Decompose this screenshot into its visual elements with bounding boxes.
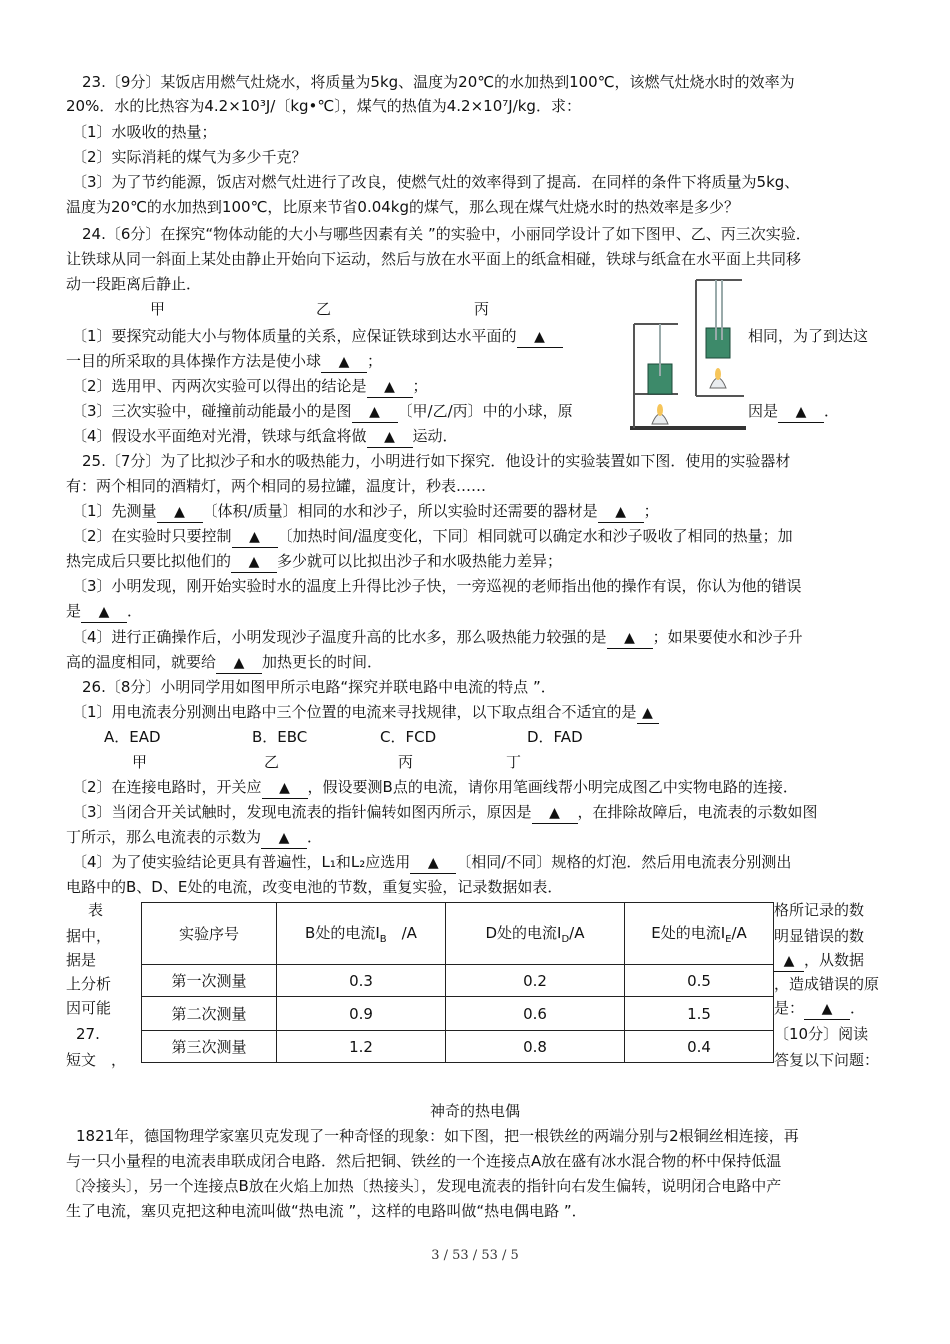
- table-cell: 0.8: [446, 1031, 625, 1063]
- q24-sub-2: 〔2〕选用甲、丙两次实验可以得出的结论是 ▲ ；: [72, 376, 428, 398]
- q25-sub-2: 〔2〕在实验时只要控制 ▲ 〔加热时间/温度变化，下同〕相同就可以确定水和沙子吸收了相同的热量；加: [72, 526, 793, 548]
- q26-sub-4: 〔4〕为了使实验结论更具有普遍性，L₁和L₂应选用 ▲ 〔相同/不同〕规格的灯泡．然后用电流表分别测出: [72, 852, 791, 874]
- current-data-table: [141, 902, 774, 1063]
- left-col-text: 短文 ，: [66, 1051, 127, 1069]
- q24-sub-1-tail: 相同，为了到达这: [748, 327, 869, 345]
- answer-blank[interactable]: ▲: [216, 653, 262, 674]
- q23-sub-2: 〔2〕实际消耗的煤气为多少千克？: [72, 148, 307, 166]
- q25-sub-2-cont: 热完成后只要比拟他们的 ▲ 多少就可以比拟出沙子和水吸热能力差异；: [66, 551, 562, 573]
- option-c: C．FCD: [380, 728, 437, 746]
- q25-sub-4: 〔4〕进行正确操作后，小明发现沙子温度升高的比水多，那么吸热能力较强的是 ▲ ；如果要使水和沙子升: [72, 627, 803, 649]
- table-cell: 0.3: [277, 965, 446, 997]
- table-header: B处的电流$I_B$ /A: [277, 903, 446, 965]
- answer-blank[interactable]: ▲: [410, 853, 456, 874]
- q25-line-2: 有：两个相同的酒精灯，两个相同的易拉罐，温度计，秒表……: [66, 477, 487, 495]
- table-cell: 1.2: [277, 1031, 446, 1063]
- right-col-text: 〔10分〕阅读: [774, 1025, 869, 1043]
- q24-sub-4: 〔4〕假设水平面绝对光滑，铁球与纸盒将做 ▲ 运动．: [72, 426, 458, 448]
- answer-blank[interactable]: ▲: [774, 951, 804, 972]
- heating-apparatus-figure: [628, 276, 748, 436]
- option-d: D．FAD: [527, 728, 583, 746]
- table-cell: 0.6: [446, 997, 625, 1031]
- answer-blank[interactable]: ▲: [804, 999, 850, 1020]
- answer-blank[interactable]: ▲: [157, 502, 203, 523]
- fig-label-yi: 乙: [264, 753, 280, 771]
- answer-blank[interactable]: ▲: [778, 402, 824, 423]
- table-cell: 第一次测量: [142, 965, 277, 997]
- q26-sub-3: 〔3〕当闭合开关试触时，发现电流表的指针偏转如图丙所示，原因是 ▲ ，在排除故障后，电流表的示数如图: [72, 802, 818, 824]
- table-row: [142, 1031, 774, 1063]
- table-header: D处的电流$I_D/A$: [446, 903, 625, 965]
- answer-blank[interactable]: ▲: [352, 402, 398, 423]
- answer-blank[interactable]: ▲: [321, 352, 367, 373]
- right-col-text: ，造成错误的原: [774, 975, 880, 993]
- right-col-text: 格所记录的数: [774, 901, 865, 919]
- table-header: 实验序号: [142, 903, 277, 965]
- answer-blank[interactable]: ▲: [367, 427, 413, 448]
- q27-para-line: 〔冷接头〕，另一个连接点B放在火焰上加热〔热接头〕，发现电流表的指针向右发生偏转，说明闭合电路中产: [66, 1177, 782, 1195]
- table-cell: 0.4: [625, 1031, 774, 1063]
- q25-sub-4-cont: 高的温度相同，就要给 ▲ 加热更长的时间．: [66, 652, 382, 674]
- right-col-text: 明显错误的数: [774, 927, 865, 945]
- answer-blank[interactable]: ▲: [232, 527, 278, 548]
- left-col-text: 27.: [76, 1025, 100, 1043]
- fig-label-bing: 丙: [398, 753, 414, 771]
- q25-sub-1: 〔1〕先测量 ▲ 〔体积/质量〕相同的水和沙子，所以实验时还需要的器材是 ▲ ；: [72, 501, 659, 523]
- answer-blank[interactable]: ▲: [262, 778, 308, 799]
- option-b: B．EBC: [252, 728, 308, 746]
- left-col-text: 据是: [66, 951, 97, 969]
- answer-blank[interactable]: ▲: [81, 602, 127, 623]
- option-a: A．EAD: [104, 728, 161, 746]
- table-cell: 0.5: [625, 965, 774, 997]
- q27-para-line: 生了电流，塞贝克把这种电流叫做“热电流 ”，这样的电路叫做“热电偶电路 ”．: [66, 1202, 587, 1220]
- answer-blank[interactable]: ▲: [517, 327, 563, 348]
- table-row: [142, 965, 774, 997]
- q27-title: 神奇的热电偶: [429, 1102, 520, 1120]
- q26-sub-4-cont: 电路中的B、D、E处的电流，改变电池的节数，重复实验，记录数据如表．: [66, 878, 563, 896]
- answer-blank[interactable]: ▲: [231, 552, 277, 573]
- answer-blank[interactable]: ▲: [532, 803, 578, 824]
- q23-sub-3: 〔3〕为了节约能源，饭店对燃气灶进行了改良，使燃气灶的效率得到了提高．在同样的条件下将质量为5kg、: [72, 173, 800, 191]
- fig-label-jia: 甲: [150, 300, 166, 318]
- q26-sub-1: 〔1〕用电流表分别测出电路中三个位置的电流来寻找规律，以下取点组合不适宜的是 ▲: [72, 702, 659, 724]
- q24-sub-3-tail: 因是 ▲ ．: [748, 401, 839, 423]
- answer-blank[interactable]: ▲: [261, 828, 307, 849]
- table-cell: 1.5: [625, 997, 774, 1031]
- left-col-text: 因可能: [66, 999, 112, 1017]
- left-col-text: 表: [88, 901, 104, 919]
- answer-blank[interactable]: ▲: [367, 377, 413, 398]
- q25-line-1: 25.〔7分〕为了比拟沙子和水的吸热能力，小明进行如下探究．他设计的实验装置如下图．使用的实验器材: [82, 452, 791, 470]
- left-col-text: 上分析: [66, 975, 112, 993]
- q27-para-line: 1821年，德国物理学家塞贝克发现了一种奇怪的现象：如下图，把一根铁丝的两端分别与2根铜丝相连接，再: [76, 1127, 799, 1145]
- q26-sub-3-cont: 丁所示，那么电流表的示数为 ▲ ．: [66, 827, 322, 849]
- table-header: E处的电流$I_E/A$: [625, 903, 774, 965]
- q24-sub-1-cont: 一目的所采取的具体操作方法是使小球 ▲ ；: [66, 351, 382, 373]
- answer-blank[interactable]: ▲: [598, 502, 644, 523]
- fig-label-yi: 乙: [316, 300, 332, 318]
- q25-sub-3-cont: 是 ▲ ．: [66, 601, 142, 623]
- page-footer: 3 / 53 / 53 / 5: [431, 1248, 519, 1263]
- table-header-row: [142, 903, 774, 965]
- left-col-text: 据中，: [66, 927, 112, 945]
- q26-sub-2: 〔2〕在连接电路时，开关应 ▲ ，假设要测B点的电流，请你用笔画线帮小明完成图乙中实物电路的连接．: [72, 777, 798, 799]
- table-cell: 第三次测量: [142, 1031, 277, 1063]
- q23-sub-1: 〔1〕水吸收的热量；: [72, 123, 217, 141]
- answer-blank[interactable]: ▲: [607, 628, 653, 649]
- table-cell: 0.2: [446, 965, 625, 997]
- right-col-text: ▲ ，从数据: [774, 950, 864, 972]
- fig-label-jia: 甲: [132, 753, 148, 771]
- q23-line-6: 温度为20℃的水加热到100℃，比原来节省0.04kg的煤气，那么现在煤气灶烧水时的热效率是多少？: [66, 198, 740, 216]
- table-cell: 第二次测量: [142, 997, 277, 1031]
- q23-line-1: 23.〔9分〕某饭店用燃气灶烧水，将质量为5kg、温度为20℃的水加热到100℃，该燃气灶烧水时的效率为: [82, 73, 795, 91]
- q23-line-2: 20%．水的比热容为4.2×10³J/〔kg•℃〕，煤气的热值为4.2×10⁷J/kg．求：: [66, 97, 581, 115]
- q25-sub-3: 〔3〕小明发现，刚开始实验时水的温度上升得比沙子快，一旁巡视的老师指出他的操作有误，你认为他的错误: [72, 577, 802, 595]
- q24-sub-1: 〔1〕要探究动能大小与物体质量的关系，应保证铁球到达水平面的 ▲: [72, 326, 563, 348]
- fig-label-bing: 丙: [474, 300, 490, 318]
- q26-line-1: 26.〔8分〕小明同学用如图甲所示电路“探究并联电路中电流的特点 ”．: [82, 678, 556, 696]
- table-row: [142, 997, 774, 1031]
- right-col-text: 答复以下问题：: [774, 1051, 880, 1069]
- fig-label-ding: 丁: [506, 753, 522, 771]
- right-col-text: 是： ▲ ．: [774, 998, 865, 1020]
- q24-line-3: 动一段距离后静止．: [66, 275, 202, 293]
- q24-line-1: 24.〔6分〕在探究“物体动能的大小与哪些因素有关 ”的实验中，小丽同学设计了如下图甲、乙、丙三次实验．: [82, 225, 811, 243]
- q24-sub-3: 〔3〕三次实验中，碰撞前动能最小的是图 ▲ 〔甲/乙/丙〕中的小球，原: [72, 401, 573, 423]
- q24-line-2: 让铁球从同一斜面上某处由静止开始向下运动，然后与放在水平面上的纸盒相碰，铁球与纸盒在水平面上共同移: [66, 250, 802, 268]
- answer-blank[interactable]: ▲: [637, 703, 659, 724]
- q27-para-line: 与一只小量程的电流表串联成闭合电路．然后把铜、铁丝的一个连接点A放在盛有冰水混合物的杯中保持低温: [66, 1152, 782, 1170]
- table-cell: 0.9: [277, 997, 446, 1031]
